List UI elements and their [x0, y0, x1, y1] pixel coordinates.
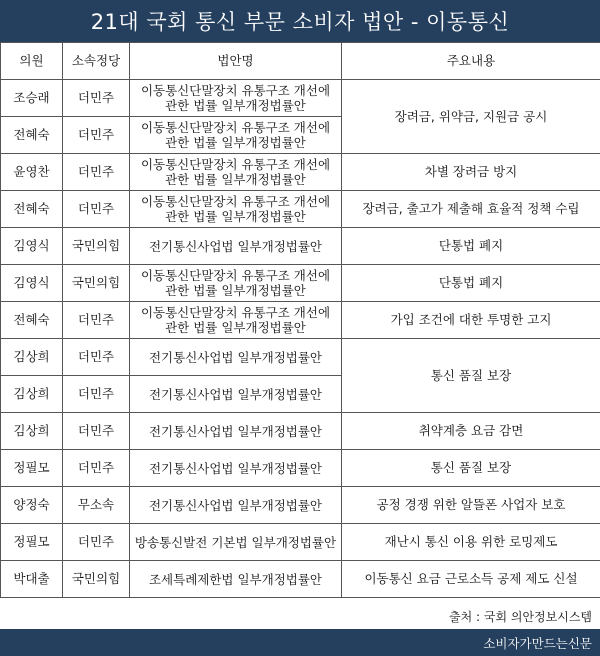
party-cell: 더민주 [63, 80, 130, 117]
bill-cell: 전기통신사업법 일부개정법률안 [130, 450, 342, 487]
summary-cell: 공정 경쟁 위한 알뜰폰 사업자 보호 [342, 487, 600, 524]
bill-cell: 이동통신단말장치 유통구조 개선에 관한 법률 일부개정법률안 [130, 80, 342, 117]
summary-cell: 이동통신 요금 근로소득 공제 제도 신설 [342, 561, 600, 598]
member-cell: 양정숙 [1, 487, 63, 524]
bill-cell: 이동통신단말장치 유통구조 개선에 관한 법률 일부개정법률안 [130, 117, 342, 154]
bill-cell: 전기통신사업법 일부개정법률안 [130, 376, 342, 413]
header-summary: 주요내용 [342, 43, 600, 80]
party-cell: 더민주 [63, 413, 130, 450]
party-cell: 국민의힘 [63, 228, 130, 265]
publisher-name: 소비자가만드는신문 [483, 635, 592, 651]
summary-cell: 취약계층 요금 감면 [342, 413, 600, 450]
table-row [1, 154, 600, 191]
bill-cell: 방송통신발전 기본법 일부개정법률안 [130, 524, 342, 561]
member-cell: 김영식 [1, 228, 63, 265]
table-row [1, 413, 600, 450]
header-member: 의원 [1, 43, 63, 80]
summary-cell: 차별 장려금 방지 [342, 154, 600, 191]
table-row [1, 265, 600, 302]
member-cell: 김상희 [1, 339, 63, 376]
member-cell: 김상희 [1, 413, 63, 450]
bills-table-container [0, 42, 600, 598]
summary-cell: 장려금, 출고가 제출해 효율적 정책 수립 [342, 191, 600, 228]
bill-cell: 전기통신사업법 일부개정법률안 [130, 339, 342, 376]
party-cell: 더민주 [63, 117, 130, 154]
page-title: 21대 국회 통신 부문 소비자 법안 - 이동통신 [0, 0, 600, 42]
party-cell: 국민의힘 [63, 265, 130, 302]
party-cell: 더민주 [63, 450, 130, 487]
party-cell: 국민의힘 [63, 561, 130, 598]
table-row [1, 339, 600, 376]
footer-bar [0, 629, 600, 656]
party-cell: 더민주 [63, 524, 130, 561]
party-cell: 더민주 [63, 191, 130, 228]
bill-cell: 이동통신단말장치 유통구조 개선에 관한 법률 일부개정법률안 [130, 154, 342, 191]
summary-cell: 통신 품질 보장 [342, 339, 600, 413]
summary-cell: 단통법 폐지 [342, 228, 600, 265]
bill-cell: 조세특례제한법 일부개정법률안 [130, 561, 342, 598]
bill-cell: 전기통신사업법 일부개정법률안 [130, 487, 342, 524]
party-cell: 더민주 [63, 154, 130, 191]
summary-cell: 가입 조건에 대한 투명한 고지 [342, 302, 600, 339]
bills-table [0, 42, 600, 598]
header-party: 소속정당 [63, 43, 130, 80]
table-row [1, 450, 600, 487]
member-cell: 윤영찬 [1, 154, 63, 191]
bill-cell: 전기통신사업법 일부개정법률안 [130, 228, 342, 265]
member-cell: 조승래 [1, 80, 63, 117]
summary-cell: 통신 품질 보장 [342, 450, 600, 487]
summary-cell: 재난시 통신 이용 위한 로밍제도 [342, 524, 600, 561]
table-row [1, 80, 600, 117]
member-cell: 김상희 [1, 376, 63, 413]
member-cell: 정필모 [1, 450, 63, 487]
table-row [1, 191, 600, 228]
source-note: 출처 : 국회 의안정보시스템 [449, 610, 592, 624]
bill-cell: 이동통신단말장치 유통구조 개선에 관한 법률 일부개정법률안 [130, 302, 342, 339]
table-row [1, 524, 600, 561]
summary-cell: 장려금, 위약금, 지원금 공시 [342, 80, 600, 154]
member-cell: 전혜숙 [1, 302, 63, 339]
table-row [1, 487, 600, 524]
member-cell: 김영식 [1, 265, 63, 302]
table-row [1, 302, 600, 339]
member-cell: 박대출 [1, 561, 63, 598]
party-cell: 더민주 [63, 376, 130, 413]
table-row [1, 228, 600, 265]
party-cell: 더민주 [63, 339, 130, 376]
header-bill: 법안명 [130, 43, 342, 80]
table-row [1, 561, 600, 598]
member-cell: 전혜숙 [1, 117, 63, 154]
bill-cell: 이동통신단말장치 유통구조 개선에 관한 법률 일부개정법률안 [130, 265, 342, 302]
bill-cell: 이동통신단말장치 유통구조 개선에 관한 법률 일부개정법률안 [130, 191, 342, 228]
bill-cell: 전기통신사업법 일부개정법률안 [130, 413, 342, 450]
party-cell: 더민주 [63, 302, 130, 339]
party-cell: 무소속 [63, 487, 130, 524]
member-cell: 정필모 [1, 524, 63, 561]
summary-cell: 단통법 폐지 [342, 265, 600, 302]
member-cell: 전혜숙 [1, 191, 63, 228]
table-header-row [1, 43, 600, 80]
